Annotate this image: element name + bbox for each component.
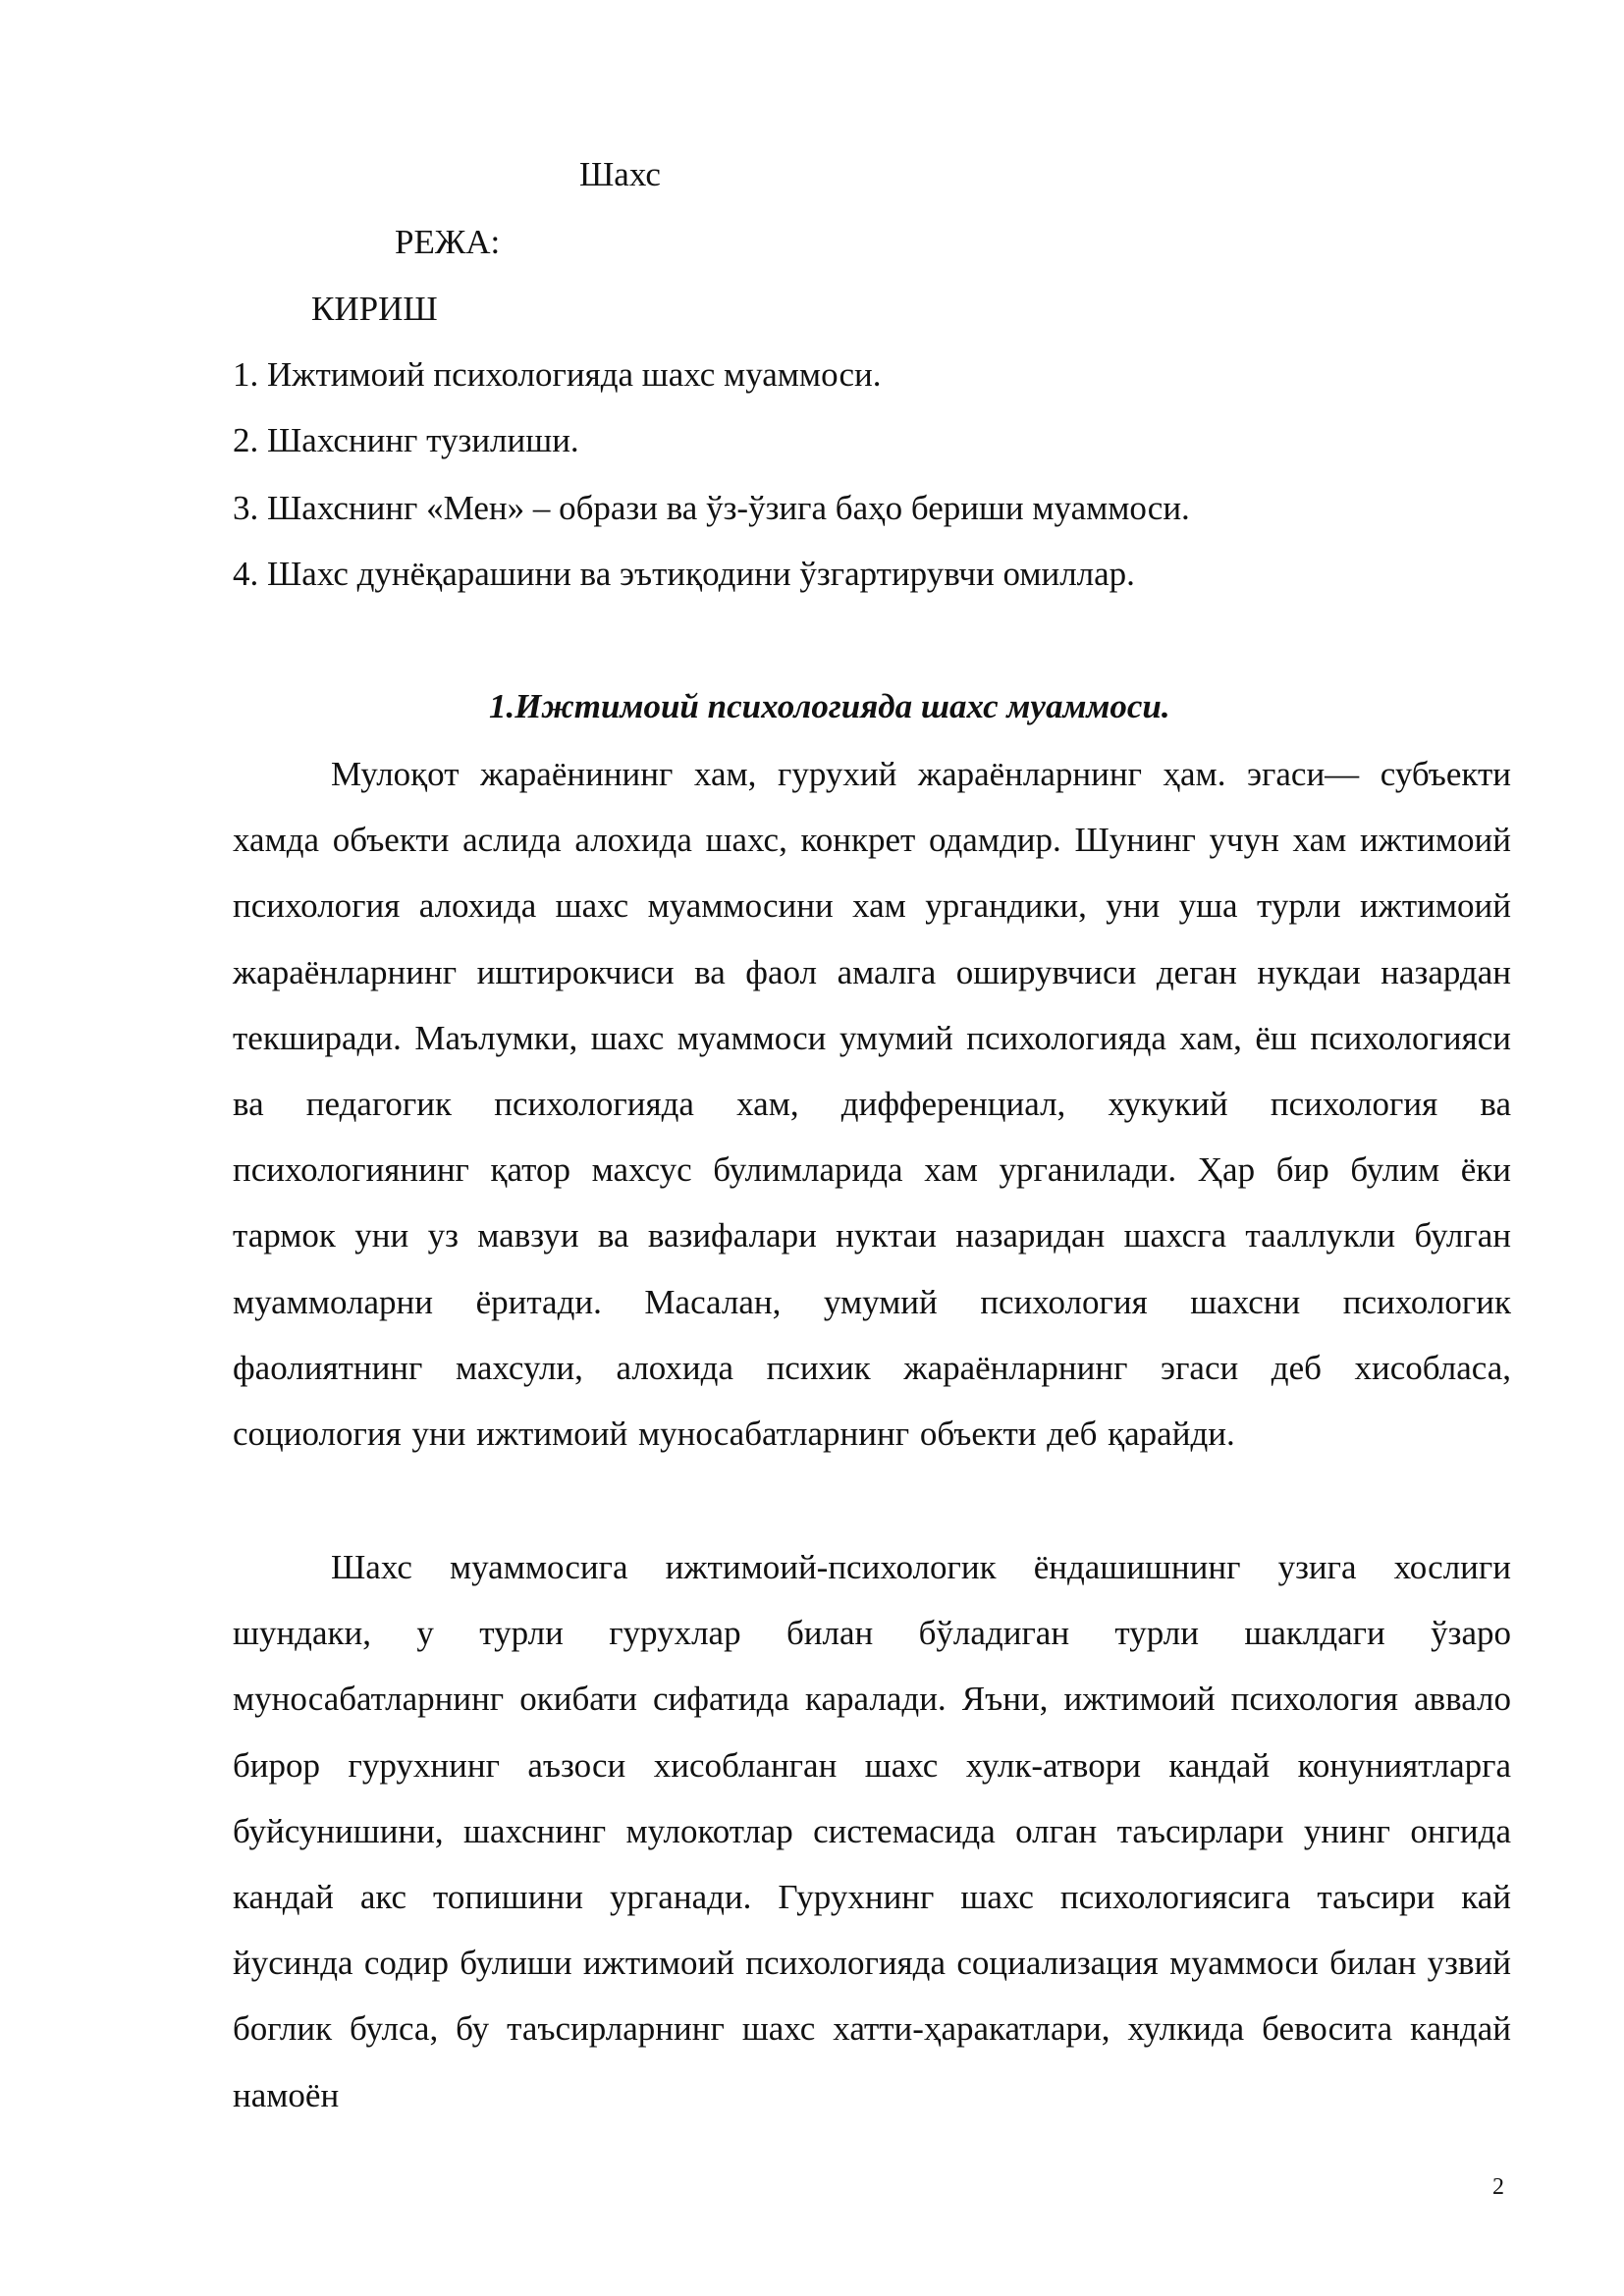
plan-item: 4. Шахс дунёқарашини ва эътиқодини ўзгартирувчи омиллар. — [233, 555, 1135, 593]
plan-item: 3. Шахснинг «Мен» – образи ва ўз-ўзига баҳо бериши муаммоси. — [233, 489, 1190, 527]
document-title: Шахс — [579, 155, 661, 193]
body-paragraph: Шахс муаммосига ижтимоий-психологик ёндашишнинг узига хослиги шундаки, у турли гурухлар билан бўладиган турли шаклдаги ўзаро муносабатларнинг окибати сифатида каралади. Яъни, ижтимоий психология аввало бирор гурухнинг аъзоси хисобланган шахс хулк-атвори кандай конуниятларга буйсунишини, шахснинг мулокотлар системасида олган таъсирлари унинг онгида кандай акс топишини урганади. Гурухнинг шахс психологиясига таъсири кай йусинда содир булиши ижтимоий психологияда социализация муаммоси билан узвий боглик булса, бу таъсирларнинг шахс хатти-ҳаракатлари, хулкида бевосита кандай намоён — [233, 1548, 1511, 2114]
plan-item: 1. Ижтимоий психологияда шахс муаммоси. — [233, 355, 882, 394]
plan-title: РЕЖА: — [395, 223, 501, 261]
page-number: 2 — [1492, 2174, 1504, 2200]
plan-item: 2. Шахснинг тузилиши. — [233, 421, 579, 459]
body-paragraph: Мулоқот жараёнининг хам, гурухий жараёнларнинг ҳам. эгаси— субъекти хамда объекти аслида алохида шахс, конкрет одамдир. Шунинг учун хам ижтимоий психология алохида шахс муаммосини хам ургандики, уни уша турли ижтимоий жараёнларнинг иштирокчиси ва фаол амалга оширувчиси деган нукдаи назардан текширади. Маълумки, шахс муаммоси умумий психологияда хам, ёш психологияси ва педагогик психологияда хам, дифференциал, хукукий психология ва психологиянинг қатор махсус булимларида хам урганилади. Ҳар бир булим ёки тармок уни уз мавзуи ва вазифалари нуктаи назаридан шахсга тааллукли булган муаммоларни ёритади. Масалан, умумий психология шахсни психологик фаолиятнинг махсули, алохида психик жараёнларнинг эгаси деб хисобласа, социология уни ижтимоий муносабатларнинг объекти деб қарайди. — [233, 755, 1511, 1454]
section-heading: 1.Ижтимоий психологияда шахс муаммоси. — [489, 687, 1170, 725]
plan-intro: КИРИШ — [311, 290, 438, 328]
